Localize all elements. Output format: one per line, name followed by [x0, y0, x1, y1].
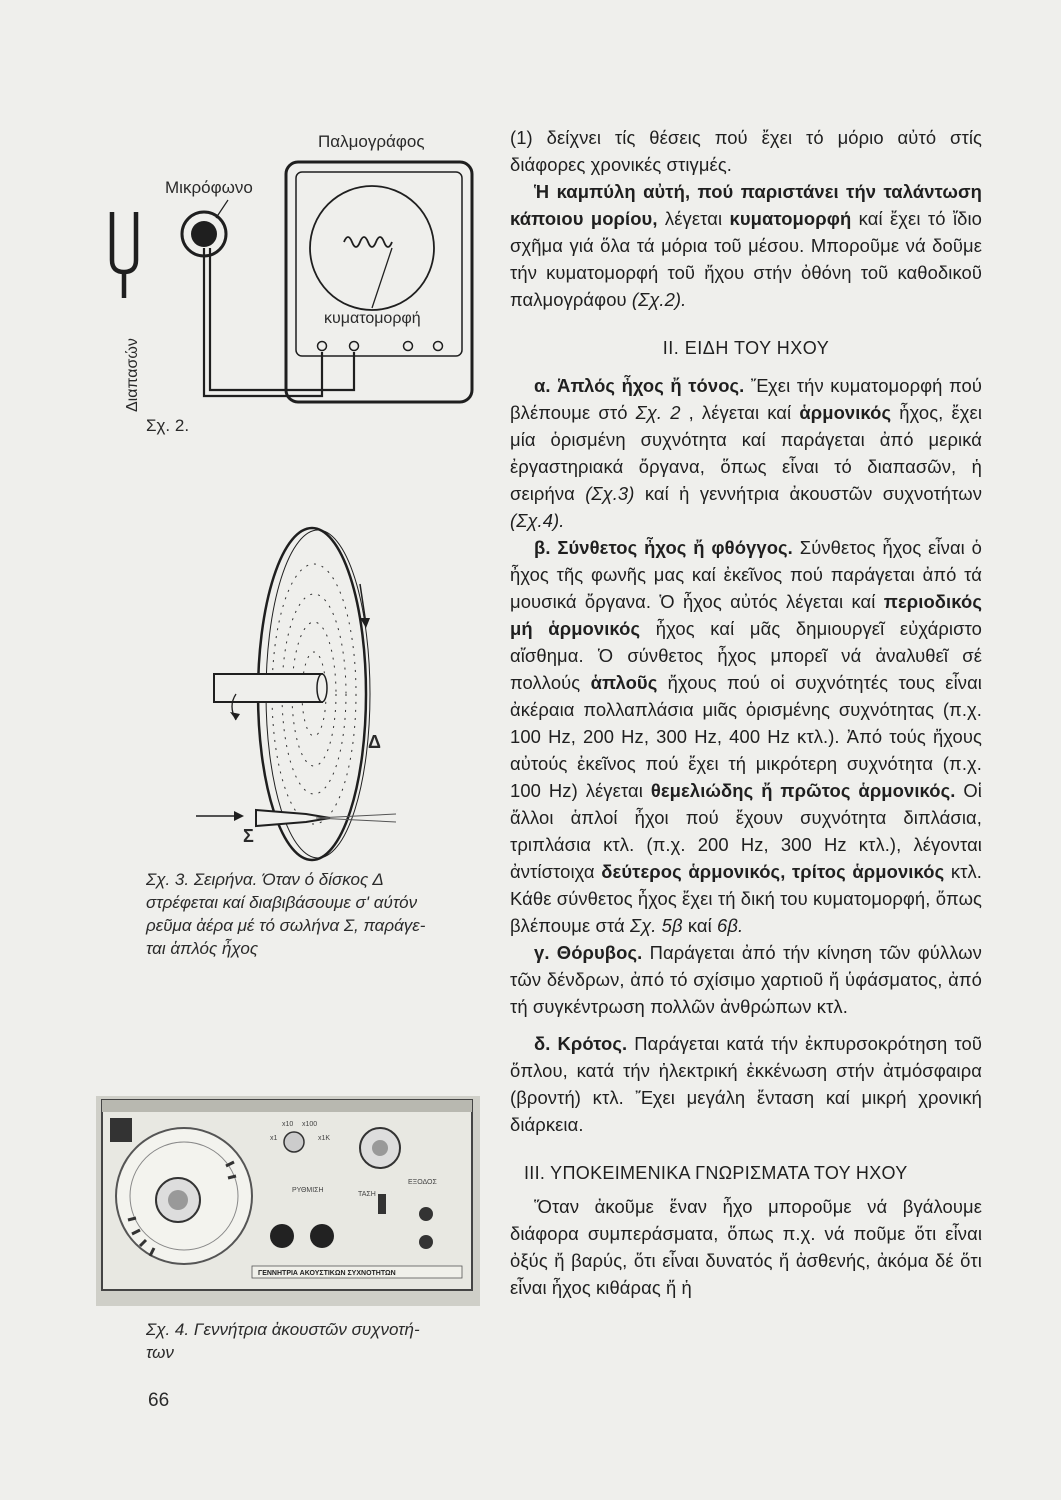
- fig3-caption: [146, 868, 486, 960]
- tube-label: Σ: [243, 826, 254, 846]
- fig3-caption-line: ται ἁπλός ἦχος: [146, 939, 259, 958]
- svg-text:ΤΑΣΗ: ΤΑΣΗ: [358, 1191, 376, 1198]
- paragraph-subjective: Ὅταν ἀκοῦμε ἕναν ἦχο μποροῦμε νά βγάλουμε διάφορα συμπεράσματα, ὅπως π.χ. νά ποῦμε ὅτι εἶναι ὀξύς ἤ βαρύς, ὅτι εἶναι δυνατός ἤ ἀσθενής, ἀκόμα δέ ὅτι εἶναι ἦχος κιθάρας ἤ ἡ: [510, 1196, 982, 1298]
- range-knob: [284, 1132, 304, 1152]
- body-text-column: [510, 124, 982, 1301]
- waveform-pointer: [372, 248, 392, 308]
- fig2-caption: Σχ. 2.: [146, 416, 190, 435]
- svg-text:ΕΞΟΔΟΣ: ΕΞΟΔΟΣ: [408, 1179, 437, 1186]
- knob: [434, 342, 443, 351]
- generator-panel-text: ΓΕΝΝΗΤΡΙΑ ΑΚΟΥΣΤΙΚΩΝ ΣΥΧΝΟΤΗΤΩΝ: [258, 1270, 396, 1277]
- output-knob: [310, 1224, 334, 1248]
- fig4-caption-line: των: [146, 1343, 174, 1362]
- page-number: 66: [148, 1390, 170, 1411]
- fig3-caption-line: ρεῦμα ἀέρα μέ τό σωλήνα Σ, παράγε-: [146, 916, 426, 935]
- svg-text:ΡΥΘΜΙΣΗ: ΡΥΘΜΙΣΗ: [292, 1187, 324, 1194]
- paragraph-waveform: Ἡ καμπύλη αὐτή, πού παριστάνει τήν ταλάντωση κάποιου μορίου, λέγεται κυματομορφή καί ἔχει τό ἴδιο σχῆμα γιά ὅλα τά μόρια τοῦ μέσου. Μποροῦμε νά δοῦμε τήν κυματομορφή τοῦ ἤχου στήν ὀθόνη τοῦ καθοδικοῦ παλμογράφου (Σχ.2).: [510, 181, 982, 310]
- oscillograph-label: Παλμογράφος: [318, 132, 425, 151]
- section-heading-3: ΙΙΙ. ΥΠΟΚΕΙΜΕΝΙΚΑ ΓΝΩΡΙΣΜΑΤΑ ΤΟΥ ΗΧΟΥ: [524, 1163, 908, 1183]
- generator-logo: [110, 1118, 132, 1142]
- fig3-caption-line: στρέφεται καί διαβιβάσουμε σ' αύτόν: [146, 893, 418, 912]
- paragraph-crack: δ. Κρότος. Παράγεται κατά τήν ἐκπυρσοκρότηση τοῦ ὅπλου, κατά τήν ἠλεκτρική ἐκκένωση στήν ἀτμόσφαιρα (βροντή) κτλ. Ἔχει μεγάλη ἔνταση καί μικρή χρονική διάρκεια.: [510, 1033, 982, 1135]
- oscillograph-inner-frame: [296, 172, 462, 356]
- waveform-label: κυματομορφή: [324, 310, 421, 327]
- siren-axle: [214, 674, 322, 702]
- oscillograph-screen: [310, 186, 434, 310]
- svg-text:x1K: x1K: [318, 1135, 331, 1142]
- tuning-fork-label: Διαπασών: [124, 338, 141, 412]
- output-terminal: [419, 1207, 433, 1221]
- waveform-trace: [344, 237, 392, 247]
- figure-siren-diagram: [196, 524, 396, 864]
- svg-text:x100: x100: [302, 1121, 318, 1128]
- paragraph-noise: γ. Θόρυβος. Παράγεται ἀπό τήν κίνηση τῶν φύλλων τῶν δένδρων, ἀπό τό σχίσιμο χαρτιοῦ ἤ ὑφάσματος, ἀπό τή συγκέντρωση πολλῶν ἀνθρώπων κτλ.: [510, 942, 982, 1017]
- microphone-cable: [204, 248, 322, 396]
- microphone-head: [191, 221, 217, 247]
- knob: [350, 342, 359, 351]
- fig4-caption: [146, 1318, 486, 1364]
- generator-photo: [96, 1096, 480, 1306]
- output-knob: [270, 1224, 294, 1248]
- svg-text:x1: x1: [270, 1135, 278, 1142]
- fig3-caption-line: Σχ. 3. Σειρήνα. Όταν ό δίσκος Δ: [146, 870, 384, 889]
- disc-label: Δ: [368, 732, 381, 752]
- knob: [404, 342, 413, 351]
- paragraph-simple-tone: α. Ἁπλός ἦχος ἤ τόνος. Ἔχει τήν κυματομορφή πού βλέπουμε στό Σχ. 2 , λέγεται καί ἁρμονικός ἦχος, ἔχει μία ὁρισμένη συχνότητα καί παράγεται ἀπό μερικά ἐργαστηριακά ὄργανα, ὅπως εἶναι τό διαπασῶν, ἡ σειρήνα (Σχ.3) καί ἡ γεννήτρια ἀκουστῶν συχνοτήτων (Σχ.4).: [510, 375, 983, 531]
- svg-text:x10: x10: [282, 1121, 294, 1128]
- section-heading-2: ΙΙ. ΕΙΔΗ ΤΟΥ ΗΧΟΥ: [662, 338, 830, 358]
- output-terminal: [419, 1235, 433, 1249]
- figure-oscillograph-diagram: [100, 130, 480, 420]
- fig4-caption-line: Σχ. 4. Γεννήτρια ἀκουστῶν συχνοτή-: [146, 1320, 420, 1339]
- generator-photo-drawing: [96, 1096, 480, 1306]
- microphone-label: Μικρόφωνο: [165, 178, 253, 197]
- paragraph: (1) δείχνει τίς θέσεις πού ἔχει τό μόριο αὐτό στίς διάφορες χρονικές στιγμές.: [510, 127, 982, 175]
- oscillograph-frame: [286, 162, 472, 402]
- paragraph-complex-sound: β. Σύνθετος ἦχος ἤ φθόγγος. Σύνθετος ἦχος εἶναι ὁ ἦχος τῆς φωνῆς μας καί ἐκεῖνος πού παράγεται ἀπό τά μουσικά ὄργανα. Ὁ ἦχος αὐτός λέγεται καί περιοδικός μή ἁρμονικός ἦχος καί μᾶς δημιουργεῖ εὐχάριστο αἴσθημα. Ὁ σύνθετος ἦχος μπορεῖ νά ἀναλυθεῖ σέ πολλούς ἁπλοῦς ἤχους πού οἱ συχνότητές τους εἶναι ἀκέραια πολλαπλάσια μιᾶς ὁρισμένης συχνότητας (π.χ. 100 Hz, 200 Hz, 300 Hz, 400 Hz κτλ.). Ἀπό τούς ἤχους αὐτούς ἐκεῖνος πού ἔχει τή μικρότερη συχνότητα (π.χ. 100 Hz) λέγεται θεμελιώδης ἤ πρῶτος ἁρμονικός. Οἱ ἄλλοι ἁπλοί ἦχοι πού ἔχουν συχνότητα διπλάσια, τριπλάσια κτλ. (π.χ. 200 Hz, 300 Hz κτλ.), λέγονται ἀντίστοιχα δεύτερος ἁρμονικός, τρίτος ἁρμονικός κτλ. Κάθε σύνθετος ἦχος ἔχει τή δική του κυματομορφή, ὅπως βλέπουμε στά Σχ. 5β καί 6β.: [510, 537, 983, 936]
- knob: [318, 342, 327, 351]
- tuning-fork: [112, 212, 136, 272]
